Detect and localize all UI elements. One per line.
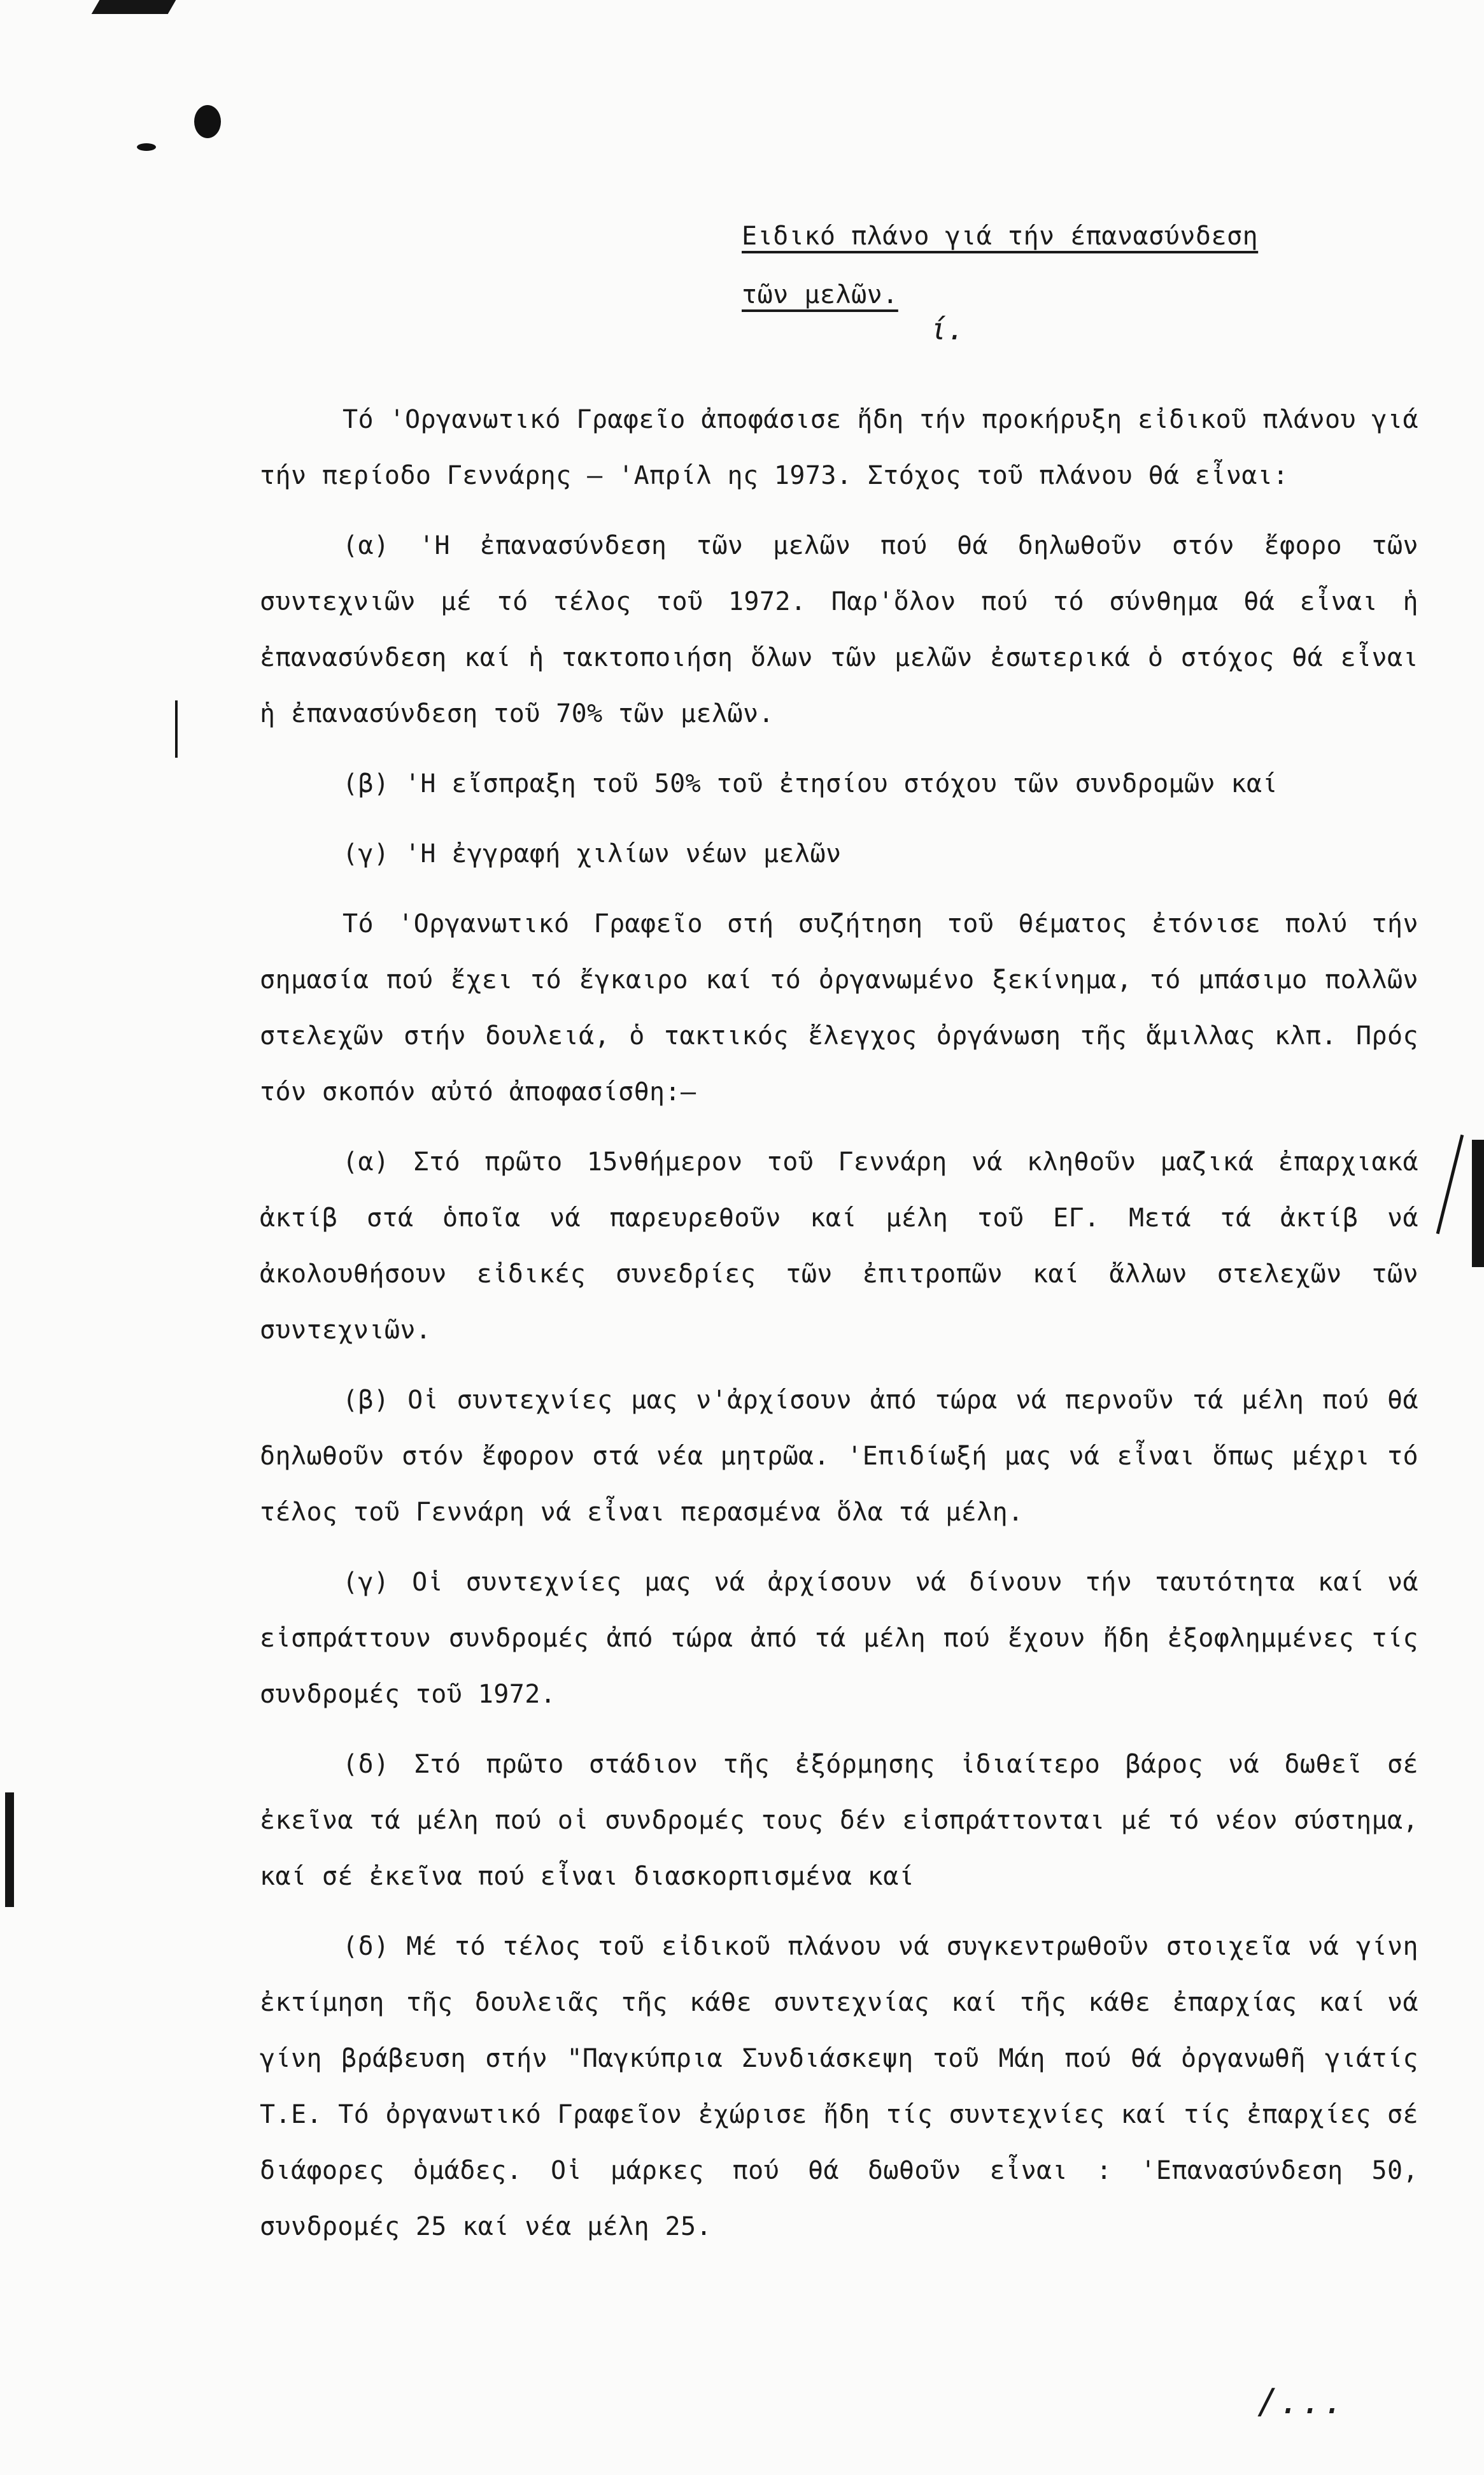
paragraph-action-b: (β) Οἱ συντεχνίες μας ν'ἀρχίσουν ἀπό τώρα νά περνοῦν τά μέλη πού θά δηλωθοῦν στόν ἔφορον στά νέα μητρῶα. 'Επιδίωξή μας νά εἶναι ὅπως μέχρι τό τέλος τοῦ Γεννάρη νά εἶναι περασμένα ὅλα τά μέλη. — [260, 1386, 1418, 1527]
document-body — [260, 392, 1418, 2255]
paragraph-action-d2: (δ) Μέ τό τέλος τοῦ εἰδικοῦ πλάνου νά συγκεντρωθοῦν στοιχεῖα νά γίνη ἐκτίμηση τῆς δουλειᾶς τῆς κάθε συντεχνίας καί τῆς κάθε ἐπαρχίας καί νά γίνη βράβευση στήν "Παγκύπρια Συνδιάσκεψη τοῦ Μάη πού θά ὀργανωθῆ γιάτίς Τ.Ε. Τό ὀργανωτικό Γραφεῖον ἐχώρισε ἤδη τίς συντεχνίες καί τίς ἐπαρχίες σέ διάφορες ὁμάδες. Οἱ μάρκες πού θά δωθοῦν εἶναι : 'Επανασύνδεση 50, συνδρομές 25 καί νέα μέλη 25. — [260, 1932, 1418, 2241]
title-line-2: τῶν μελῶν. — [742, 280, 898, 309]
scan-speck — [137, 143, 156, 151]
page-mark: ί. — [929, 312, 965, 346]
paragraph-intro: Τό 'Οργανωτικό Γραφεῖο ἀποφάσισε ἤδη τήν προκήρυξη εἰδικοῦ πλάνου γιά τήν περίοδο Γεννάρης – 'Απρίλ ης 1973. Στόχος τοῦ πλάνου θά εἶναι: — [260, 405, 1418, 490]
document-title — [742, 207, 1315, 324]
scan-mark-right-slash — [1436, 1135, 1464, 1234]
scan-mark-right-edge — [1472, 1140, 1484, 1267]
paragraph-goal-a: (α) 'Η ἐπανασύνδεση τῶν μελῶν πού θά δηλωθοῦν στόν ἔφορο τῶν συντεχνιῶν μέ τό τέλος τοῦ 1972. Παρ'ὅλον πού τό σύνθημα θά εἶναι ἡ ἐπανασύνδεση καί ἡ τακτοποιήση ὅλων τῶν μελῶν ἐσωτερικά ὁ στόχος θά εἶναι ἡ ἐπανασύνδεση τοῦ 70% τῶν μελῶν. — [260, 531, 1418, 728]
paragraph-action-c: (γ) Οἱ συντεχνίες μας νά ἀρχίσουν νά δίνουν τήν ταυτότητα καί νά εἰσπράττουν συνδρομές ἀπό τώρα ἀπό τά μέλη πού ἔχουν ἤδη ἐξοφλημμένες τίς συνδρομές τοῦ 1972. — [260, 1568, 1418, 1709]
scan-mark-left-tick — [175, 700, 178, 758]
paragraph-goal-c: (γ) 'Η ἐγγραφή χιλίων νέων μελῶν — [343, 839, 842, 869]
paragraph-action-d: (δ) Στό πρῶτο στάδιον τῆς ἐξόρμησης ἰδιαίτερο βάρος νά δωθεῖ σέ ἐκεῖνα τά μέλη πού οἱ συνδρομές τους δέν εἰσπράττονται μέ τό νέον σύστημα, καί σέ ἐκεῖνα πού εἶναι διασκορπισμένα καί — [260, 1750, 1418, 1891]
scan-mark-left-edge — [5, 1792, 14, 1907]
paragraph-office-decision: Τό 'Οργανωτικό Γραφεῖο στή συζήτηση τοῦ θέματος ἐτόνισε πολύ τήν σημασία πού ἔχει τό ἔγκαιρο καί τό ὀργανωμένο ξεκίνημα, τό μπάσιμο πολλῶν στελεχῶν στήν δουλειά, ὁ τακτικός ἔλεγχος ὀργάνωση τῆς ἅμιλλας κλπ. Πρός τόν σκοπόν αὐτό ἀποφασίσθη:– — [260, 909, 1418, 1107]
scan-mark-top-left — [92, 0, 176, 14]
paragraph-goal-b: (β) 'Η εἴσπραξη τοῦ 50% τοῦ ἐτησίου στόχου τῶν συνδρομῶν καί — [343, 769, 1278, 798]
paragraph-action-a: (α) Στό πρῶτο 15νθήμερον τοῦ Γεννάρη νά κληθοῦν μαζικά ἐπαρχιακά ἀκτίβ στά ὁποῖα νά παρευρεθοῦν καί μέλη τοῦ ΕΓ. Μετά τά ἀκτίβ νά ἀκολουθήσουν εἰδικές συνεδρίες τῶν ἐπιτροπῶν καί ἄλλων στελεχῶν τῶν συντεχνιῶν. — [260, 1147, 1418, 1345]
scan-speck — [194, 105, 221, 138]
continuation-mark: /... — [1257, 2381, 1346, 2422]
title-line-1: Ειδικό πλάνο γιά τήν έπανασύνδεση — [742, 222, 1259, 251]
